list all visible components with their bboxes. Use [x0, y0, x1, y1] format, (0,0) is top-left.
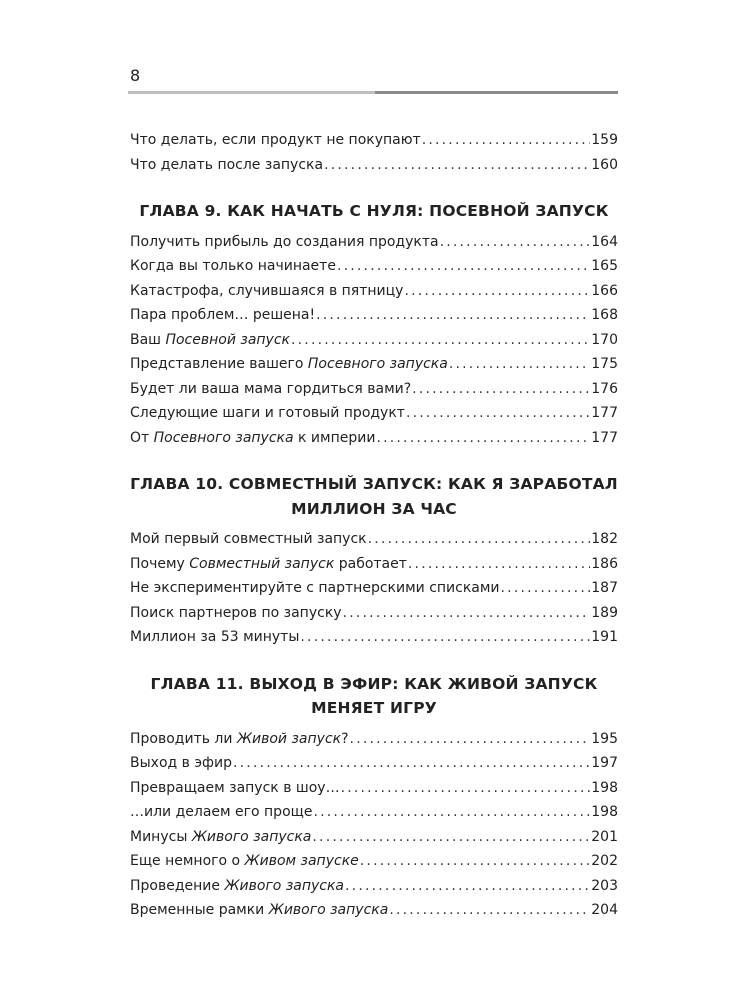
entry-page-number: 166: [591, 282, 618, 299]
entry-title-italic: Живом запуске: [244, 853, 359, 869]
entry-title: [130, 303, 315, 328]
toc-entry[interactable]: [130, 776, 618, 801]
dot-leader: [376, 426, 590, 451]
entry-title-text: Превращаем запуск в шоу…: [130, 779, 340, 796]
entry-title: [130, 727, 349, 752]
dot-leader: [300, 625, 590, 650]
entry-title: [130, 849, 359, 874]
toc-entry[interactable]: [130, 527, 618, 552]
dot-leader: [440, 230, 591, 255]
entry-title: [130, 601, 342, 626]
entry-title-italic: Совместный запуск: [189, 555, 335, 572]
entry-title-text: …или делаем его проще: [130, 804, 313, 820]
dot-leader: [422, 128, 591, 153]
entry-title: [130, 254, 336, 279]
entry-page-number: 204: [591, 902, 618, 918]
dot-leader: [389, 898, 590, 923]
entry-page-number: 177: [591, 405, 618, 421]
toc-entry[interactable]: [130, 328, 618, 353]
toc-entry[interactable]: [130, 727, 618, 752]
chapter-heading: ГЛАВА 10. СОВМЕСТНЫЙ ЗАПУСК: КАК Я ЗАРАБОТАЛ МИЛЛИОН ЗА ЧАС: [130, 475, 618, 518]
entry-title-text: Получить прибыль до создания продукта: [130, 233, 439, 250]
toc-entry[interactable]: [130, 426, 618, 451]
dot-leader: [368, 527, 591, 552]
entry-title-text: Проведение: [130, 877, 225, 894]
dot-leader: [412, 377, 590, 402]
entry-page-number: 187: [591, 580, 618, 596]
toc-entry[interactable]: [130, 825, 618, 850]
entry-title-text: Проводить ли: [130, 730, 237, 747]
entry-title-italic: Посевного запуска: [307, 356, 448, 372]
entry-title-text: ?: [341, 730, 349, 747]
entry-page-number: 198: [591, 804, 618, 820]
entry-title: [130, 576, 500, 601]
entry-title-text: Когда вы только начинаете: [130, 258, 336, 274]
entry-page-number: 168: [591, 307, 618, 323]
dot-leader: [350, 727, 591, 752]
entry-title: [130, 377, 411, 402]
entry-title: [130, 279, 403, 304]
chapter-heading: ГЛАВА 11. ВЫХОД В ЭФИР: КАК ЖИВОЙ ЗАПУСК МЕНЯЕТ ИГРУ: [150, 674, 598, 717]
toc-entry[interactable]: [130, 898, 618, 923]
page-number: 8: [130, 66, 141, 85]
toc-entry[interactable]: [130, 230, 618, 255]
entry-title-text: Следующие шаги и готовый продукт: [130, 405, 405, 421]
entry-page-number: 201: [591, 828, 618, 845]
entry-title-italic: Живого запуска: [191, 828, 312, 845]
entry-title-italic: Живого запуска: [224, 877, 345, 894]
toc-entry[interactable]: [130, 303, 618, 328]
entry-page-number: 198: [591, 779, 618, 796]
entry-title: [130, 426, 375, 451]
toc-entry[interactable]: [130, 849, 618, 874]
entry-title-text: Еще немного о: [130, 853, 245, 869]
dot-leader: [343, 601, 591, 626]
entry-page-number: 189: [591, 604, 618, 621]
entry-title: [130, 527, 367, 552]
toc-entry[interactable]: [130, 401, 618, 426]
entry-title: [130, 328, 290, 353]
toc-entry[interactable]: [130, 576, 618, 601]
entry-title: [130, 825, 311, 850]
entry-title-text: Мой первый совместный запуск: [130, 531, 367, 547]
chapter-heading: ГЛАВА 9. КАК НАЧАТЬ С НУЛЯ: ПОСЕВНОЙ ЗАПУСК: [139, 202, 609, 220]
dot-leader: [408, 552, 590, 577]
dot-leader: [337, 254, 590, 279]
entry-title-text: Пара проблем… решена!: [130, 307, 316, 323]
header-rule: [128, 91, 618, 94]
entry-title-text: работает: [334, 555, 407, 572]
toc-entry[interactable]: [130, 254, 618, 279]
entry-title: [130, 625, 299, 650]
entry-title-text: Будет ли ваша мама гордиться вами?: [130, 380, 412, 397]
entry-title-text: Поиск партнеров по запуску: [130, 604, 342, 621]
toc-entry[interactable]: [130, 751, 618, 776]
entry-title-text: Ваш: [130, 331, 166, 348]
entry-title: [130, 776, 340, 801]
entry-page-number: 195: [591, 730, 618, 747]
table-of-contents: [130, 128, 618, 923]
dot-leader: [291, 328, 590, 353]
entry-title-text: к империи: [293, 429, 376, 446]
entry-title-text: Почему: [130, 555, 190, 572]
toc-entry[interactable]: [130, 625, 618, 650]
dot-leader: [345, 874, 590, 899]
entry-title: [130, 874, 344, 899]
dot-leader: [449, 352, 590, 377]
entry-title-text: Что делать, если продукт не покупают: [130, 132, 421, 148]
toc-entry[interactable]: [130, 128, 618, 153]
toc-entry[interactable]: [130, 352, 618, 377]
dot-leader: [233, 751, 590, 776]
dot-leader: [312, 825, 590, 850]
toc-entry[interactable]: [130, 552, 618, 577]
entry-title-text: Представление вашего: [130, 356, 308, 372]
entry-page-number: 176: [591, 380, 618, 397]
entry-title-italic: Живой запуск: [236, 730, 342, 747]
entry-page-number: 177: [591, 429, 618, 446]
toc-entry[interactable]: [130, 800, 618, 825]
entry-page-number: 202: [591, 853, 618, 869]
dot-leader: [360, 849, 590, 874]
toc-entry[interactable]: [130, 874, 618, 899]
entry-title: [130, 552, 407, 577]
entry-page-number: 191: [591, 629, 618, 645]
entry-title-text: От: [130, 429, 154, 446]
entry-page-number: 170: [591, 331, 618, 348]
toc-entry[interactable]: [130, 279, 618, 304]
entry-title-text: Миллион за 53 минуты: [130, 629, 300, 645]
entry-page-number: 186: [591, 555, 618, 572]
entry-title-text: Что делать после запуска: [130, 156, 324, 173]
toc-entry[interactable]: [130, 377, 618, 402]
entry-page-number: 175: [591, 356, 618, 372]
entry-title-italic: Посевной запуск: [165, 331, 290, 348]
entry-page-number: 182: [591, 531, 618, 547]
dot-leader: [324, 153, 590, 178]
dot-leader: [501, 576, 591, 601]
dot-leader: [313, 800, 590, 825]
entry-page-number: 164: [591, 233, 618, 250]
entry-page-number: 165: [591, 258, 618, 274]
entry-title: [130, 230, 439, 255]
toc-entry[interactable]: [130, 601, 618, 626]
dot-leader: [404, 279, 590, 304]
entry-title: [130, 800, 312, 825]
entry-title-text: Не экспериментируйте с партнерскими списками: [130, 580, 500, 596]
dot-leader: [341, 776, 591, 801]
dot-leader: [406, 401, 590, 426]
entry-title-italic: Посевного запуска: [153, 429, 294, 446]
entry-title-text: Временные рамки: [130, 902, 269, 918]
entry-title-text: Выход в эфир: [130, 755, 232, 771]
entry-title: [130, 352, 448, 377]
entry-title-italic: Живого запуска: [268, 902, 389, 918]
entry-page-number: 197: [591, 755, 618, 771]
entry-page-number: 160: [591, 156, 618, 173]
entry-title: [130, 401, 405, 426]
entry-page-number: 203: [591, 877, 618, 894]
dot-leader: [316, 303, 590, 328]
entry-title-text: Катастрофа, случившаяся в пятницу: [130, 282, 404, 299]
entry-title: [130, 128, 421, 153]
entry-title: [130, 153, 323, 178]
toc-entry[interactable]: [130, 153, 618, 178]
entry-title-text: Минусы: [130, 828, 192, 845]
entry-title: [130, 751, 232, 776]
entry-title: [130, 898, 388, 923]
entry-page-number: 159: [591, 132, 618, 148]
